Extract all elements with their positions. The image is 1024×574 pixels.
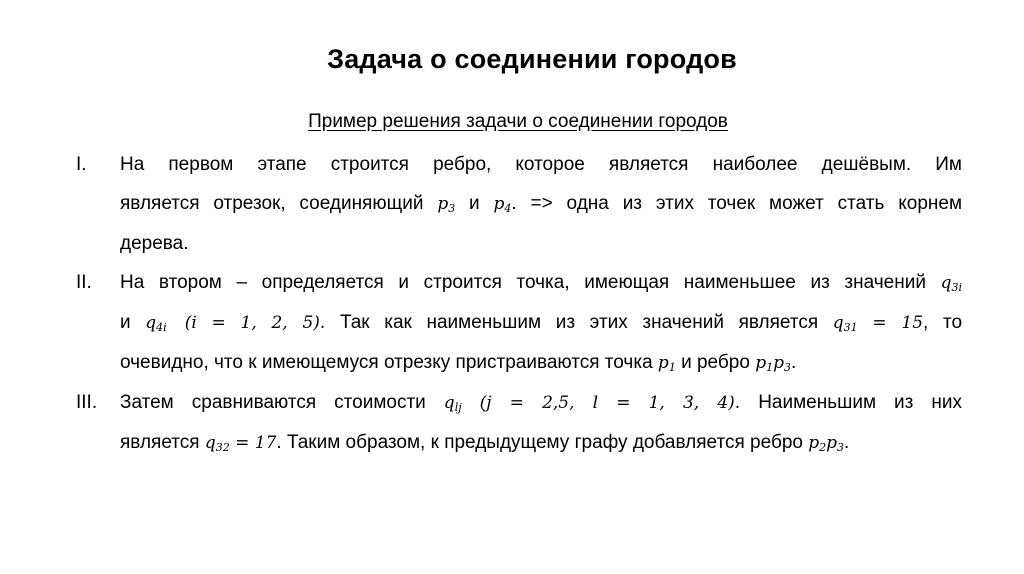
formula-q31: $q_{31} = 15$ [832,313,924,334]
step-text: . Таким образом, к предыдущему графу добавляется ребро [276,432,803,453]
step-text-line [120,303,962,343]
formula-qlj: $q_{lj}$ [443,393,462,414]
step-text: Так как наименьшим из этих значений является [339,312,819,333]
formula-p4: $p_4$ [493,194,512,215]
step-text: , то [923,312,963,333]
step-text: и [120,312,131,333]
step-text: является [120,432,200,453]
step-text: Наименьшим из них [758,392,962,413]
steps-list [76,145,962,463]
formula-p1: $p_1$ [657,353,676,374]
step-text-line [120,263,962,303]
step-text: и [469,193,480,214]
step-text: является отрезок, соединяющий [120,193,424,214]
slide-subtitle: Пример решения задачи о соединении городов [308,111,728,132]
step-text-line [120,184,962,224]
step-text: . => одна из этих точек может стать корнем [511,193,963,214]
step-text-line [120,383,962,423]
step-text: На втором – определяется и строится точка, имеющая наименьшее из значений [120,272,926,293]
step-text: Затем сравниваются стоимости [120,392,426,413]
step-text-line: является $q_{32} = 17$. Таким образом, к предыдущему графу добавляется ребро $p_2p_3$. [120,432,850,454]
formula-condition: (j = 2,5, l = 1, 3, 4). [479,393,741,413]
formula-q3i: $q_{3i}$ [940,273,963,294]
formula-edge-p2p3: $p_2p_3$ [808,433,845,454]
step-item-2 [76,263,962,383]
formula-edge-p1p3: $p_1p_3$ [755,353,791,374]
step-text-line [120,145,962,184]
step-item-1 [76,145,962,263]
step-text: дерева. [120,233,189,254]
step-text-line: очевидно, что к имеющемуся отрезку пристраиваются точка $p_1$ и ребро $p_1p_3$. [120,352,797,374]
step-number: III. [76,392,98,413]
slide-title: Задача о соединении городов [327,44,737,74]
step-number: II. [76,272,92,293]
step-text: очевидно, что к имеющемуся отрезку пристраиваются точка [120,352,653,373]
formula-q4i: $q_{4i}$ [145,313,167,334]
step-number: I. [76,154,87,175]
step-text: На первом этапе строится ребро, которое является наиболее дешёвым. Им [120,154,962,175]
formula-q32: $q_{32} = 17$ [204,433,277,454]
step-text: и ребро [681,352,750,373]
formula-condition: (i = 1, 2, 5). [184,313,326,333]
step-item-3 [76,383,962,463]
step-text-line [120,224,962,263]
formula-p3: $p_3$ [437,194,456,215]
